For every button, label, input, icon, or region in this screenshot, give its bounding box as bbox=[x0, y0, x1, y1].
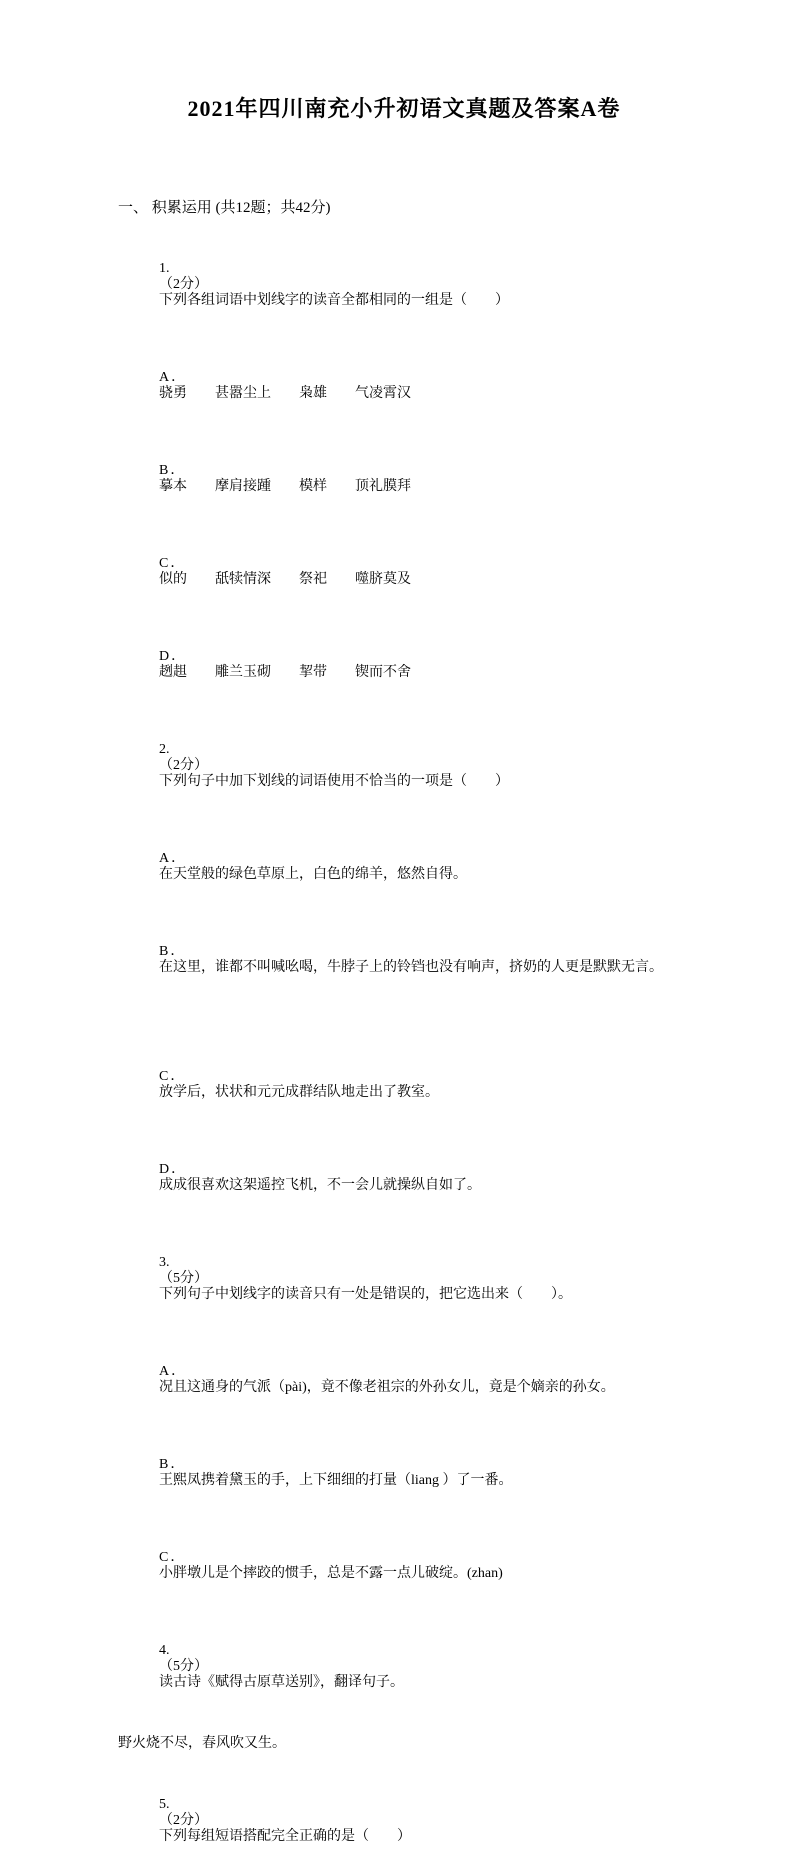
question-number: 3. bbox=[159, 1255, 170, 1270]
page-title: 2021年四川南充小升初语文真题及答案A卷 bbox=[187, 96, 621, 121]
option-text: 在天堂般的绿色草原上，白色的绵羊，悠然自得。 bbox=[159, 867, 467, 882]
option-text: 成成很喜欢这架遥控飞机，不一会儿就操纵自如了。 bbox=[159, 1178, 481, 1193]
option-text: 骁勇 甚嚣尘上 枭雄 气凌霄汉 bbox=[159, 386, 411, 401]
option-label: C． bbox=[159, 1550, 187, 1565]
poem-line: 野火烧不尽，春风吹又生。 bbox=[118, 1736, 286, 1751]
option-label: D． bbox=[159, 649, 188, 664]
option-label: B． bbox=[159, 463, 187, 478]
question-number: 1. bbox=[159, 261, 170, 276]
question-3-option-c bbox=[118, 1534, 690, 1598]
option-label: A． bbox=[159, 1364, 188, 1379]
question-3 bbox=[118, 1239, 690, 1319]
question-score: （5分） bbox=[159, 1271, 208, 1286]
option-text: 放学后，状状和元元成群结队地走出了教室。 bbox=[159, 1085, 439, 1100]
question-text: 下列各组词语中划线字的读音全都相同的一组是（ ） bbox=[159, 293, 509, 308]
question-text: 下列句子中划线字的读音只有一处是错误的，把它选出来（ ）。 bbox=[159, 1287, 572, 1302]
option-label: D． bbox=[159, 1162, 188, 1177]
option-text: 况且这通身的气派（pài)，竟不像老祖宗的外孙女儿，竟是个嫡亲的孙女。 bbox=[159, 1380, 615, 1395]
question-2-option-d bbox=[118, 1146, 690, 1210]
question-1 bbox=[118, 245, 690, 325]
question-number: 4. bbox=[159, 1643, 170, 1658]
question-score: （2分） bbox=[159, 758, 208, 773]
question-score: （5分） bbox=[159, 1659, 208, 1674]
question-text: 下列每组短语搭配完全正确的是（ ） bbox=[159, 1829, 411, 1844]
option-label: B． bbox=[159, 1457, 187, 1472]
question-score: （2分） bbox=[159, 1813, 208, 1828]
option-label: A． bbox=[159, 370, 188, 385]
option-text: 摹本 摩肩接踵 模样 顶礼膜拜 bbox=[159, 479, 411, 494]
question-2 bbox=[118, 726, 690, 806]
option-text: 趔趄 雕兰玉砌 挈带 锲而不舍 bbox=[159, 665, 411, 680]
question-3-option-a bbox=[118, 1348, 690, 1412]
question-1-option-d bbox=[118, 633, 690, 697]
question-4 bbox=[118, 1627, 690, 1707]
question-number: 5. bbox=[159, 1797, 170, 1812]
question-2-option-b bbox=[118, 928, 690, 992]
option-text: 王熙凤携着黛玉的手，上下细细的打量（liang ）了一番。 bbox=[159, 1473, 513, 1488]
question-5 bbox=[118, 1781, 690, 1861]
option-label: C． bbox=[159, 556, 187, 571]
option-label: A． bbox=[159, 851, 188, 866]
question-1-option-a bbox=[118, 354, 690, 418]
question-2-option-c bbox=[118, 1053, 690, 1117]
question-text: 读古诗《赋得古原草送别》，翻译句子。 bbox=[159, 1675, 404, 1690]
option-text: 小胖墩儿是个摔跤的惯手，总是不露一点儿破绽。(zhan) bbox=[159, 1566, 503, 1581]
question-1-option-c bbox=[118, 540, 690, 604]
question-1-option-b bbox=[118, 447, 690, 511]
question-3-option-b bbox=[118, 1441, 690, 1505]
option-label: B． bbox=[159, 944, 187, 959]
question-text: 下列句子中加下划线的词语使用不恰当的一项是（ ） bbox=[159, 774, 509, 789]
section-heading: 一、 积累运用 (共12题；共42分) bbox=[118, 200, 331, 216]
question-number: 2. bbox=[159, 742, 170, 757]
option-text: 似的 舐犊情深 祭祀 噬脐莫及 bbox=[159, 572, 411, 587]
option-text: 在这里，谁都不叫喊吆喝，牛脖子上的铃铛也没有响声，挤奶的人更是默默无言。 bbox=[159, 960, 663, 975]
question-2-option-a bbox=[118, 835, 690, 899]
question-score: （2分） bbox=[159, 277, 208, 292]
option-label: C． bbox=[159, 1069, 187, 1084]
